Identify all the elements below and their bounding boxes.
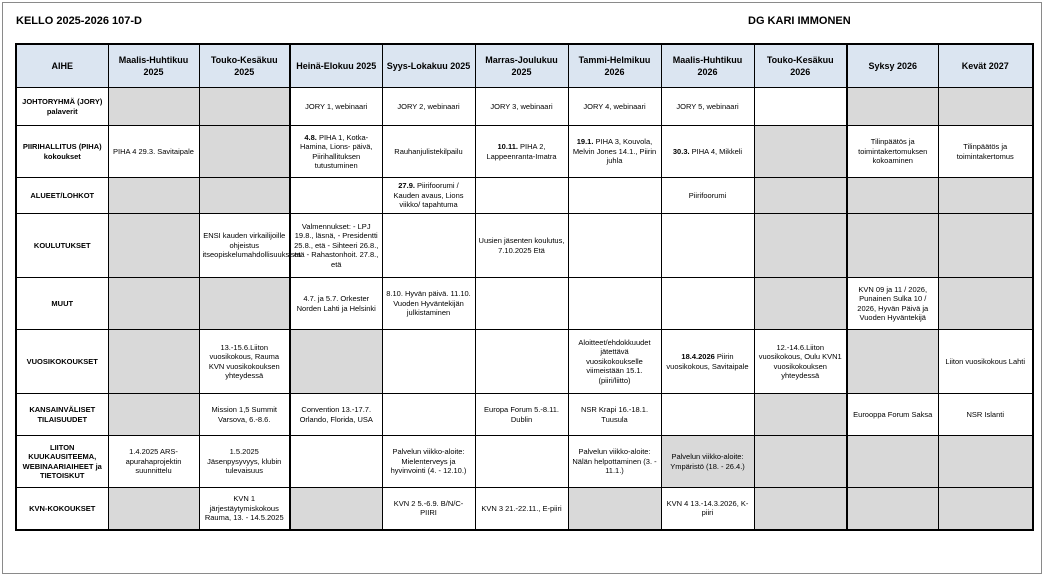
- table-cell: [475, 278, 568, 330]
- table-cell: [475, 178, 568, 214]
- table-cell: [568, 278, 661, 330]
- row-label: MUUT: [16, 278, 108, 330]
- document-title: KELLO 2025-2026 107-D: [16, 15, 142, 27]
- table-cell: [754, 178, 847, 214]
- table-cell: JORY 2, webinaari: [382, 88, 475, 126]
- table-cell: Palvelun viikko-aloite: Nälän helpottaminen (3. - 11.1.): [568, 436, 661, 488]
- table-cell: [382, 214, 475, 278]
- table-cell: [199, 126, 290, 178]
- table-cell: [199, 88, 290, 126]
- header-row: [16, 44, 1033, 88]
- table-cell: [938, 214, 1033, 278]
- table-cell: [108, 394, 199, 436]
- table-cell: [754, 126, 847, 178]
- table-cell: [290, 330, 382, 394]
- table-cell: [661, 278, 754, 330]
- table-row: [16, 214, 1033, 278]
- col-header: Tammi-Helmikuu 2026: [568, 44, 661, 88]
- row-label: KANSAINVÄLISET TILAISUUDET: [16, 394, 108, 436]
- col-header: Heinä-Elokuu 2025: [290, 44, 382, 88]
- table-cell: 4.8. PIHA 1, Kotka-Hamina, Lions- päivä, Piirihallituksen tutustuminen: [290, 126, 382, 178]
- col-header: Touko-Kesäkuu 2025: [199, 44, 290, 88]
- table-cell: [108, 278, 199, 330]
- table-cell: [568, 178, 661, 214]
- table-cell: KVN 2 5.-6.9. B/N/C-PIIRI: [382, 488, 475, 530]
- table-cell: [847, 214, 938, 278]
- table-cell: PIHA 4 29.3. Savitaipale: [108, 126, 199, 178]
- col-header: Touko-Kesäkuu 2026: [754, 44, 847, 88]
- table-cell: Valmennukset: - LPJ 19.8., läsnä, - Presidentti 25.8., etä - Sihteeri 26.8., etä - Rahastonhoit. 27.8., etä: [290, 214, 382, 278]
- table-cell: [108, 330, 199, 394]
- table-cell: 4.7. ja 5.7. Orkester Norden Lahti ja Helsinki: [290, 278, 382, 330]
- table-cell: Liiton vuosikokous Lahti: [938, 330, 1033, 394]
- table-cell: 13.-15.6.Liiton vuosikokous, Rauma KVN vuosikokouksen yhteydessä: [199, 330, 290, 394]
- table-row: [16, 330, 1033, 394]
- table-cell: [661, 214, 754, 278]
- table-cell: [382, 330, 475, 394]
- table-cell: 27.9. Piirifoorumi / Kauden avaus, Lions viikko/ tapahtuma: [382, 178, 475, 214]
- table-cell: [847, 178, 938, 214]
- table-cell: NSR Islanti: [938, 394, 1033, 436]
- table-cell: 1.5.2025 Jäsenpysyvyys, klubin tulevaisuus: [199, 436, 290, 488]
- table-cell: [847, 436, 938, 488]
- table-row: [16, 394, 1033, 436]
- calendar-table: [15, 43, 1034, 531]
- col-header: Maalis-Huhtikuu 2025: [108, 44, 199, 88]
- table-cell: [938, 88, 1033, 126]
- col-header: Kevät 2027: [938, 44, 1033, 88]
- table-cell: Mission 1,5 Summit Varsova, 6.-8.6.: [199, 394, 290, 436]
- table-cell: NSR Krapi 16.-18.1. Tuusula: [568, 394, 661, 436]
- table-row: [16, 126, 1033, 178]
- table-cell: [754, 488, 847, 530]
- row-label: JOHTORYHMÄ (JORY) palaverit: [16, 88, 108, 126]
- col-header: Maalis-Huhtikuu 2026: [661, 44, 754, 88]
- table-cell: JORY 4, webinaari: [568, 88, 661, 126]
- table-cell: KVN 09 ja 11 / 2026, Punainen Sulka 10 / 2026, Hyvän Päivä ja Vuoden Hyväntekijä: [847, 278, 938, 330]
- table-cell: 10.11. PIHA 2, Lappeenranta-Imatra: [475, 126, 568, 178]
- table-cell: Tilinpäätös ja toimintakertomuksen kokoaminen: [847, 126, 938, 178]
- table-cell: Tilinpäätös ja toimintakertomus: [938, 126, 1033, 178]
- table-row: [16, 278, 1033, 330]
- table-cell: KVN 3 21.-22.11., E-piiri: [475, 488, 568, 530]
- row-label: VUOSIKOKOUKSET: [16, 330, 108, 394]
- table-cell: [290, 436, 382, 488]
- table-cell: Palvelun viikko-aloite: Mielenterveys ja hyvinvointi (4. - 12.10.): [382, 436, 475, 488]
- col-header: Syksy 2026: [847, 44, 938, 88]
- table-cell: Aloitteet/ehdokkuudet jätettävä vuosikokoukselle viimeistään 15.1. (piiri/liitto): [568, 330, 661, 394]
- table-cell: [568, 214, 661, 278]
- table-cell: JORY 1, webinaari: [290, 88, 382, 126]
- table-row: [16, 178, 1033, 214]
- table-cell: 12.-14.6.Liiton vuosikokous, Oulu KVN1 vuosikokouksen yhteydessä: [754, 330, 847, 394]
- table-cell: JORY 5, webinaari: [661, 88, 754, 126]
- table-row: [16, 88, 1033, 126]
- col-header-aihe: AIHE: [16, 44, 108, 88]
- table-row: [16, 436, 1033, 488]
- table-cell: [754, 394, 847, 436]
- table-cell: Piirifoorumi: [661, 178, 754, 214]
- table-cell: [290, 178, 382, 214]
- table-row: [16, 488, 1033, 530]
- table-cell: [754, 278, 847, 330]
- table-cell: 8.10. Hyvän päivä. 11.10. Vuoden Hyväntekijän julkistaminen: [382, 278, 475, 330]
- table-cell: [108, 488, 199, 530]
- table-cell: 19.1. PIHA 3, Kouvola, Melvin Jones 14.1., Piirin juhla: [568, 126, 661, 178]
- row-label: KVN-KOKOUKSET: [16, 488, 108, 530]
- table-cell: KVN 1 järjestäytymiskokous Rauma, 13. - 14.5.2025: [199, 488, 290, 530]
- table-cell: [290, 488, 382, 530]
- table-cell: ENSI kauden virkailijoille ohjeistus itseopiskelumahdollisuuksista: [199, 214, 290, 278]
- table-cell: [754, 88, 847, 126]
- table-cell: 30.3. PIHA 4, Mikkeli: [661, 126, 754, 178]
- col-header: Syys-Lokakuu 2025: [382, 44, 475, 88]
- table-cell: [108, 178, 199, 214]
- table-cell: [475, 330, 568, 394]
- table-cell: [938, 436, 1033, 488]
- col-header: Marras-Joulukuu 2025: [475, 44, 568, 88]
- row-label: LIITON KUUKAUSITEEMA, WEBINAARIAIHEET ja TIETOISKUT: [16, 436, 108, 488]
- table-cell: [475, 436, 568, 488]
- table-cell: Convention 13.-17.7. Orlando, Florida, USA: [290, 394, 382, 436]
- table-cell: [108, 88, 199, 126]
- table-cell: [568, 488, 661, 530]
- table-cell: Eurooppa Forum Saksa: [847, 394, 938, 436]
- table-cell: 1.4.2025 ARS-apurahaprojektin suunnittelu: [108, 436, 199, 488]
- table-cell: [938, 178, 1033, 214]
- row-label: KOULUTUKSET: [16, 214, 108, 278]
- table-cell: [847, 88, 938, 126]
- table-cell: Europa Forum 5.-8.11. Dublin: [475, 394, 568, 436]
- district-governor-name: DG KARI IMMONEN: [748, 15, 851, 27]
- table-cell: [199, 178, 290, 214]
- row-label: ALUEET/LOHKOT: [16, 178, 108, 214]
- table-cell: [754, 436, 847, 488]
- table-cell: JORY 3, webinaari: [475, 88, 568, 126]
- table-cell: Palvelun viikko-aloite: Ympäristö (18. - 26.4.): [661, 436, 754, 488]
- row-label: PIIRIHALLITUS (PIHA) kokoukset: [16, 126, 108, 178]
- table-cell: [754, 214, 847, 278]
- table-cell: [199, 278, 290, 330]
- table-cell: [108, 214, 199, 278]
- table-cell: [847, 330, 938, 394]
- table-cell: [382, 394, 475, 436]
- table-cell: [938, 488, 1033, 530]
- table-cell: [938, 278, 1033, 330]
- table-cell: KVN 4 13.-14.3.2026, K-piiri: [661, 488, 754, 530]
- table-cell: [661, 394, 754, 436]
- table-cell: Rauhanjulistekilpailu: [382, 126, 475, 178]
- table-cell: 18.4.2026 Piirin vuosikokous, Savitaipale: [661, 330, 754, 394]
- table-cell: [847, 488, 938, 530]
- table-cell: Uusien jäsenten koulutus, 7.10.2025 Etä: [475, 214, 568, 278]
